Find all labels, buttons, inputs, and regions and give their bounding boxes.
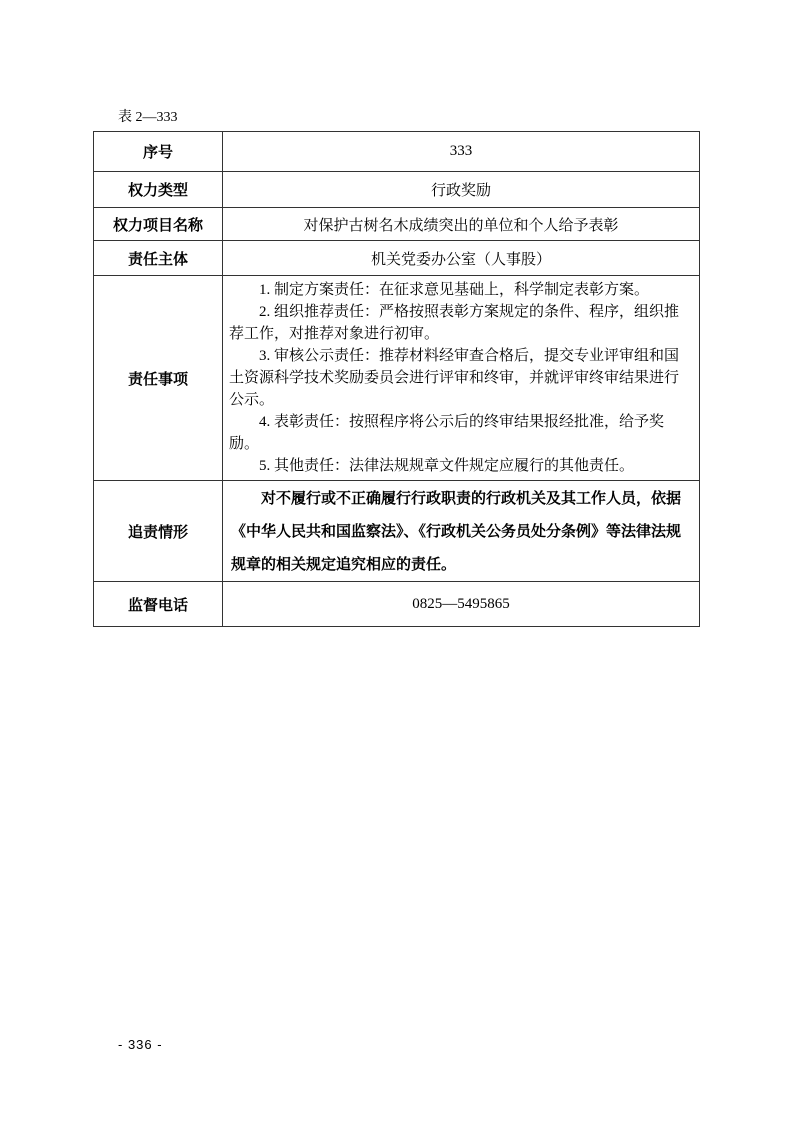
row-value-responsible-entity: 机关党委办公室（人事股）: [223, 241, 700, 276]
responsibility-item-4: 4. 表彰责任：按照程序将公示后的终审结果报经批准，给予奖励。: [229, 414, 665, 452]
row-label-supervision-phone: 监督电话: [94, 582, 223, 627]
row-label-accountability-situations: 追责情形: [94, 481, 223, 582]
table-row: [94, 241, 700, 276]
table-caption: 表 2—333: [118, 110, 178, 125]
row-value-power-type: 行政奖励: [223, 172, 700, 208]
row-label-power-type: 权力类型: [94, 172, 223, 208]
responsibility-item-3: 3. 审核公示责任：推荐材料经审查合格后，提交专业评审组和国土资源科学技术奖励委员会进行评审和终审，并就评审终审结果进行公示。: [229, 348, 680, 408]
row-value-serial-number: 333: [223, 132, 700, 172]
table-row: [94, 481, 700, 582]
row-label-responsible-entity: 责任主体: [94, 241, 223, 276]
table-row: [94, 276, 700, 481]
table-row: [94, 582, 700, 627]
row-label-power-item-name: 权力项目名称: [94, 208, 223, 241]
accountability-paragraph: 对不履行或不正确履行行政职责的行政机关及其工作人员，依据《中华人民共和国监察法》、《行政机关公务员处分条例》等法律法规规章的相关规定追究相应的责任。: [231, 489, 682, 573]
table-row: [94, 208, 700, 241]
responsibility-item-5: 5. 其他责任：法律法规规章文件规定应履行的其他责任。: [259, 458, 635, 474]
table-row: [94, 172, 700, 208]
row-value-responsibility-items: [223, 276, 700, 481]
table-row: [94, 132, 700, 172]
row-value-supervision-phone: 0825—5495865: [223, 582, 700, 627]
row-value-power-item-name: 对保护古树名木成绩突出的单位和个人给予表彰: [223, 208, 700, 241]
responsibility-item-2: 2. 组织推荐责任：严格按照表彰方案规定的条件、程序，组织推荐工作，对推荐对象进行初审。: [229, 304, 680, 342]
page-number: - 336 -: [118, 1037, 163, 1052]
row-label-serial-number: 序号: [94, 132, 223, 172]
row-value-accountability-situations: [223, 481, 700, 582]
responsibility-item-1: 1. 制定方案责任：在征求意见基础上，科学制定表彰方案。: [259, 282, 650, 298]
responsibility-table: [93, 131, 700, 627]
row-label-responsibility-items: 责任事项: [94, 276, 223, 481]
